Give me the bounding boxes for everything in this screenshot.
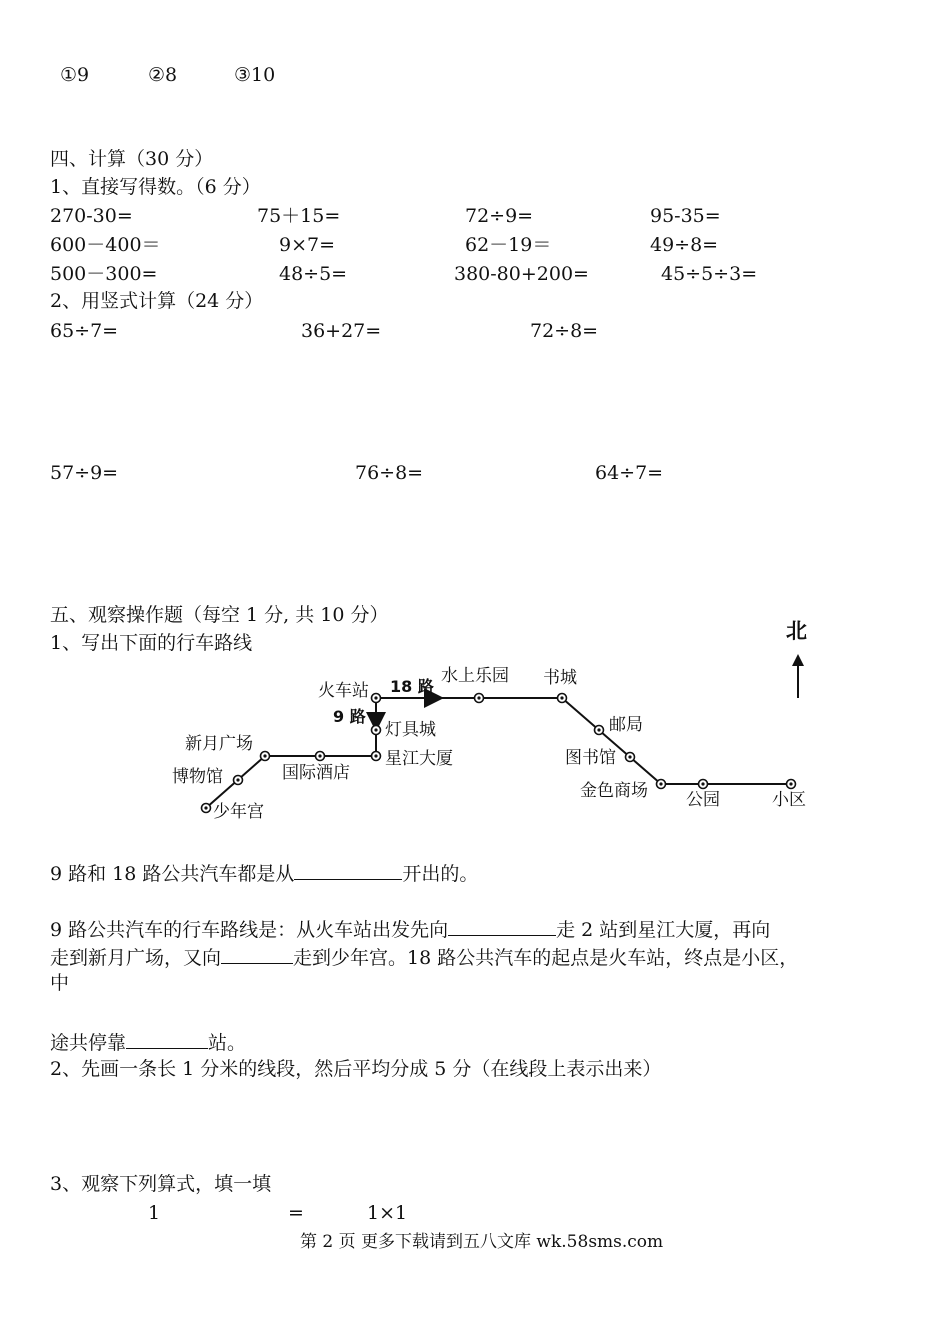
- calc-item: 45÷5÷3=: [661, 263, 758, 285]
- vertical-calc-item: 64÷7=: [595, 462, 664, 484]
- section5-q1-title: 1、写出下面的行车路线: [50, 632, 253, 654]
- fill-sentence-3: [50, 1031, 246, 1053]
- section4-q2-title: 2、用竖式计算（24 分）: [50, 290, 264, 312]
- north-label: 北: [786, 619, 807, 643]
- calc-item: 48÷5=: [279, 263, 348, 285]
- station-label-book-city: 书城: [543, 668, 577, 688]
- station-label-lamp-city: 灯具城: [385, 720, 436, 740]
- vertical-calc-item: 57÷9=: [50, 462, 119, 484]
- option-3: ③10: [234, 64, 276, 86]
- station-label-community: 小区: [772, 790, 806, 810]
- station-label-park: 公园: [686, 790, 720, 810]
- answer-blank[interactable]: [126, 1031, 208, 1049]
- calc-item: 9×7=: [279, 234, 336, 256]
- fill-sentence-2-line2: [50, 946, 798, 968]
- section4-title: 四、计算（30 分）: [50, 148, 214, 170]
- station-label-xinyue-square: 新月广场: [185, 734, 253, 754]
- answer-blank[interactable]: [448, 918, 556, 936]
- route-map: [0, 600, 950, 840]
- vertical-calc-item: 72÷8=: [530, 320, 599, 342]
- station-label-library: 图书馆: [565, 748, 616, 768]
- route18-label: 18 路: [390, 677, 434, 696]
- calc-item: 380-80+200=: [454, 263, 589, 285]
- fill-sentence-1: [50, 862, 478, 884]
- answer-blank[interactable]: [221, 946, 293, 964]
- pattern-equals: =: [288, 1202, 304, 1224]
- calc-item: 95-35=: [650, 205, 721, 227]
- fill-text: 走 2 站到星江大厦，再向: [556, 919, 771, 941]
- station-label-xingjiang: 星江大厦: [385, 749, 453, 769]
- fill-sentence-2-line3: 中: [50, 972, 70, 994]
- fill-text: 开出的。: [402, 863, 479, 885]
- station-label-water-park: 水上乐园: [441, 666, 509, 686]
- station-label-museum: 博物馆: [172, 767, 223, 787]
- fill-text: 途共停靠: [50, 1032, 127, 1054]
- calc-item: 75＋15=: [257, 205, 341, 227]
- fill-text: 走到新月广场，又向: [50, 947, 222, 969]
- vertical-calc-item: 65÷7=: [50, 320, 119, 342]
- calc-item: 62－19＝: [465, 234, 552, 256]
- calc-item: 270-30=: [50, 205, 133, 227]
- station-label-train-station: 火车站: [318, 681, 369, 701]
- calc-item: 500－300=: [50, 263, 158, 285]
- section5-q3-title: 3、观察下列算式，填一填: [50, 1173, 272, 1195]
- north-arrow-icon: [792, 654, 804, 698]
- fill-text: 9 路公共汽车的行车路线是：从火车站出发先向: [50, 919, 449, 941]
- calc-item: 600－400＝: [50, 234, 161, 256]
- fill-text: 站。: [208, 1032, 247, 1054]
- vertical-calc-item: 36+27=: [301, 320, 382, 342]
- pattern-right: 1×1: [367, 1202, 408, 1224]
- section4-q1-title: 1、直接写得数。（6 分）: [50, 176, 261, 198]
- fill-sentence-2-line1: [50, 918, 770, 940]
- vertical-calc-item: 76÷8=: [355, 462, 424, 484]
- station-label-youth-palace: 少年宫: [213, 802, 264, 822]
- station-label-post-office: 邮局: [609, 715, 643, 735]
- route9-label: 9 路: [333, 707, 366, 726]
- option-1: ①9: [60, 64, 90, 86]
- option-2: ②8: [148, 64, 178, 86]
- fill-text: 9 路和 18 路公共汽车都是从: [50, 863, 295, 885]
- page-footer: 第 2 页 更多下载请到五八文库 wk.58sms.com: [300, 1232, 664, 1252]
- station-label-golden-mall: 金色商场: [580, 781, 648, 801]
- station-label-intl-hotel: 国际酒店: [282, 763, 350, 783]
- answer-blank[interactable]: [294, 862, 402, 880]
- calc-item: 72÷9=: [465, 205, 534, 227]
- calc-item: 49÷8=: [650, 234, 719, 256]
- pattern-left: 1: [148, 1202, 161, 1224]
- section5-title: 五、观察操作题（每空 1 分, 共 10 分）: [50, 604, 389, 626]
- fill-text: 走到少年宫。18 路公共汽车的起点是火车站，终点是小区，: [293, 947, 799, 969]
- section5-q2-title: 2、先画一条长 1 分米的线段，然后平均分成 5 分（在线段上表示出来）: [50, 1058, 662, 1080]
